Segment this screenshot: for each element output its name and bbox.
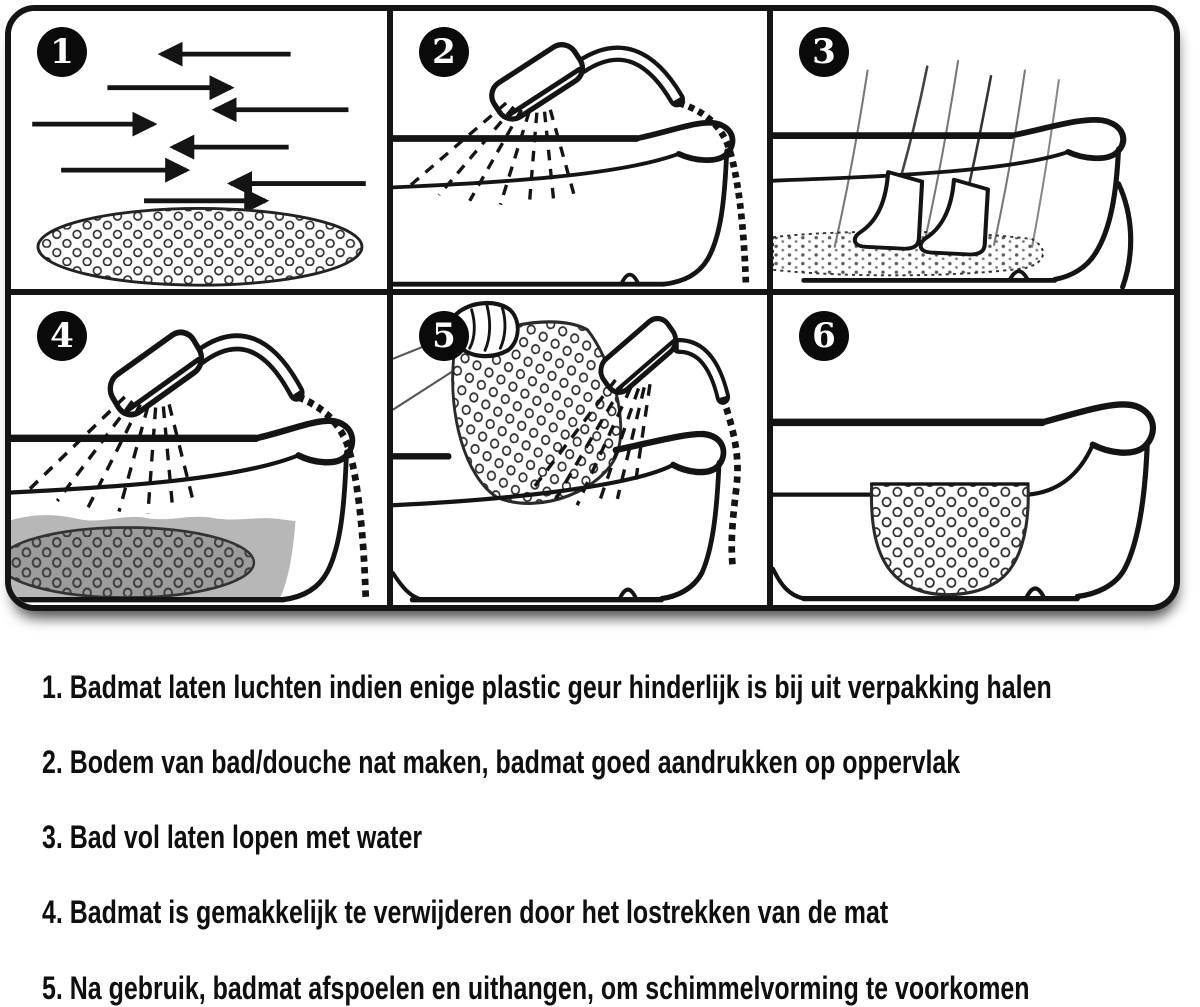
instruction-line-1: 1. Badmat laten luchten indien enige plastic geur hinderlijk is bij uit verpakking halen: [42, 669, 1052, 705]
panel-number-badge: 2: [419, 27, 469, 77]
panel-2: [393, 11, 773, 295]
panel-4: [11, 295, 393, 605]
panel-number-badge: 6: [799, 311, 849, 361]
instruction-line-5: 5. Na gebruik, badmat afspoelen en uithangen, om schimmelvorming te voorkomen: [42, 970, 1030, 1006]
panel-number-badge: 4: [37, 311, 87, 361]
panel-number-badge: 5: [419, 311, 469, 361]
panel-number-badge: 1: [37, 27, 87, 77]
instruction-line-2: 2. Bodem van bad/douche nat maken, badmat goed aandrukken op oppervlak: [42, 744, 961, 780]
panel-3: [773, 11, 1174, 295]
instruction-panel-grid: [5, 5, 1180, 611]
instruction-line-4: 4. Badmat is gemakkelijk te verwijderen door het lostrekken van de mat: [42, 894, 889, 930]
panel-1: [11, 11, 393, 295]
panel-5: [393, 295, 773, 605]
instruction-line-3: 3. Bad vol laten lopen met water: [42, 819, 423, 855]
panel-number-badge: 3: [799, 27, 849, 77]
panel-6: [773, 295, 1174, 605]
